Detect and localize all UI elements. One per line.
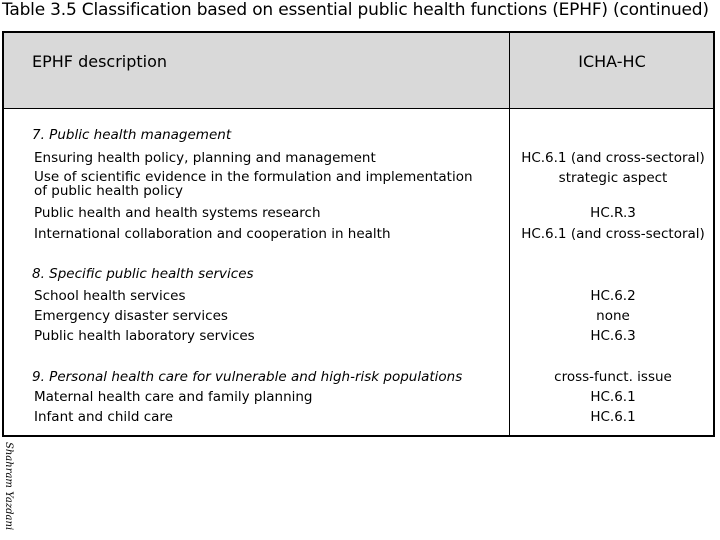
- row-description: Infant and child care: [34, 409, 173, 425]
- row-description: Public health and health systems research: [34, 205, 321, 221]
- row-code: HC.6.2: [590, 288, 636, 304]
- header-icha-hc: ICHA-HC: [578, 52, 646, 71]
- author-credit: Shahram Yazdani: [3, 442, 14, 531]
- row-code: cross-funct. issue: [554, 369, 672, 385]
- row-code: strategic aspect: [558, 170, 668, 186]
- table-header: [4, 33, 713, 109]
- row-code: none: [596, 308, 630, 324]
- ephf-table: [2, 31, 715, 437]
- row-code: HC.6.1 (and cross-sectoral): [521, 226, 705, 242]
- header-ephf-description: EPHF description: [32, 52, 168, 71]
- row-code: HC.6.3: [590, 328, 636, 344]
- row-description: Emergency disaster services: [34, 308, 228, 324]
- row-code: HC.6.1: [590, 409, 636, 425]
- row-description: 7. Public health management: [32, 127, 232, 143]
- row-description: 8. Specific public health services: [32, 266, 254, 282]
- row-description: International collaboration and cooperation in health: [34, 226, 391, 242]
- table-title: Table 3.5 Classification based on essential public health functions (EPHF) (continued): [2, 0, 709, 20]
- row-description: 9. Personal health care for vulnerable and high-risk populations: [32, 369, 463, 385]
- column-divider: [509, 33, 510, 435]
- row-description: Maternal health care and family planning: [34, 389, 313, 405]
- row-code: HC.6.1 (and cross-sectoral): [521, 150, 705, 166]
- row-code: HC.6.1: [590, 389, 636, 405]
- row-description: School health services: [34, 288, 186, 304]
- row-description: Use of scientific evidence in the formulation and implementation of public health policy: [34, 169, 473, 199]
- row-description: Public health laboratory services: [34, 328, 255, 344]
- row-description: Ensuring health policy, planning and management: [34, 150, 376, 166]
- row-code: HC.R.3: [590, 205, 636, 221]
